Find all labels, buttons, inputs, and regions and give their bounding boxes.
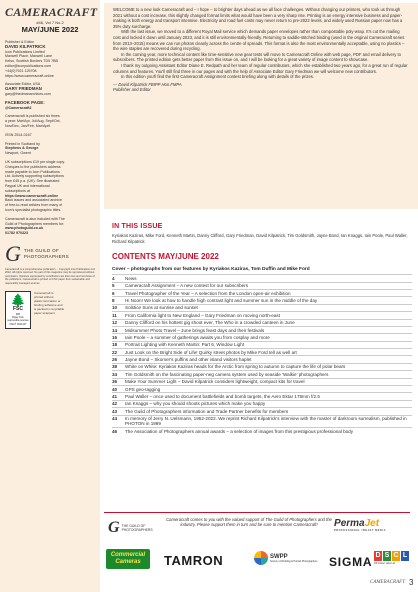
guild-sponsor-logo[interactable]	[108, 519, 153, 537]
swpp-emblem-icon	[254, 551, 268, 565]
editorial-paragraph: In the coming year, more technical content like time-sensitive new gear tests will move to Cameracraft Online with web page, PDF and email delivery to subscribers. The printed edition gets better paper from this issue on, and I will be looking for a great variety of image content to showcase.	[113, 51, 401, 63]
editorial-paragraph: I thank my outgoing Assistant Editor Diane E. Redpath and her team of regular contributors, which she established two years ago, for a great run of regular columns and features. You'll still find three in our pages and with the help of Associate Editor Gary Friedman we will welcome new contributors.	[113, 62, 408, 74]
toc-page: 6	[112, 290, 115, 296]
schedule-line: Cameracraft is published six times	[5, 114, 60, 119]
publisher-phone: +44(0)7921 125708	[5, 68, 37, 73]
legal-disclaimer: Cameracraft is a comprehensive publication ... Copyright Icon Publications Ltd 2022. All rights reserved. No part of this magazine may be reproduced without permission. Opinions expressed by contributors are their own and not those of the publishers. Cameracraft is printed on FSC paper from sustainable and responsibly managed sources.	[5, 267, 95, 285]
toc-entry[interactable]	[112, 385, 412, 392]
toc-page: 34	[112, 371, 118, 377]
permajet-part-b: Jet	[364, 518, 380, 529]
subscriptions-block	[5, 160, 95, 213]
dscl-letter: C	[393, 552, 399, 559]
packaging-note-line: plastic lamination or	[34, 298, 61, 303]
toc-title: Travel Photographer of the Year – A selection from the London open-air exhibition	[125, 290, 291, 296]
toc-page: 14	[112, 327, 118, 333]
dscl-letter: D	[375, 552, 381, 559]
publisher-address-line: Icon Publications Limited	[5, 49, 45, 54]
signature-line: Publisher and Editor	[113, 87, 151, 93]
toc-entry[interactable]	[112, 392, 412, 399]
guild-g-icon: G	[108, 519, 120, 536]
toc-entry[interactable]	[112, 311, 412, 318]
guild-logo-line: PHOTOGRAPHERS	[23, 253, 69, 259]
subs-line: from £45 p.a. (UK). See illustrated	[5, 179, 60, 184]
cameracraft-logo: CAMERACRAFT	[5, 5, 98, 19]
packaging-note-line: paper wrappers	[34, 310, 55, 315]
swpp-logo[interactable]	[254, 551, 318, 565]
toc-entry[interactable]	[112, 355, 412, 362]
facebook-block	[5, 101, 95, 111]
subs-line: made payable to Icon Publications	[5, 169, 60, 174]
fsc-logo	[5, 291, 31, 329]
publisher-block	[5, 40, 95, 78]
toc-entry[interactable]	[112, 407, 412, 414]
schedule-line: Nov/Dec, Jan/Feb, Mar/April	[5, 123, 51, 128]
editorial-paragraph: With the last issue, we moved to a different Royal Mail service which demands paper envelopes rather than compostable poly-wrap. It's cut the mailing cost and locked it down until January 2023, and it is still environmentally-friendly. Returning to saddle-stitched binding (used in the original Cameracraft series from 2013–2015) means we can run photos cleanly across the centre of spreads. This format is also the most environmentally acceptable, using no plastics – the wire staples are recovered during recycling.	[113, 29, 405, 52]
fsc-mix: MIX	[15, 312, 21, 316]
guild-logo-line: THE GUILD OF	[23, 248, 59, 254]
issue-number: #46, Vol 7 No.2	[36, 20, 64, 25]
toc-entry[interactable]	[112, 427, 412, 434]
publisher-address-line: Maxwell Place, Maxwell Lane	[5, 54, 52, 59]
toc-entry[interactable]	[112, 341, 412, 348]
toc-title: Midsummer Photo Travel – June brings feast days and their festivals	[125, 327, 265, 333]
toc-title: Solstice Suns at sunrise and sunset	[125, 305, 198, 311]
sigma-logo[interactable]: SIGMA	[329, 555, 373, 569]
sponsor-message: Cameracraft comes to you with the valued support of The Guild of Photographers and the industry. Please support them in turn and be sure to mention Cameracraft!	[166, 517, 332, 528]
associate-label: Associate Editor, USA	[5, 82, 41, 87]
toc-page: 44	[112, 416, 118, 422]
toc-page: 46	[112, 428, 118, 434]
cover-credit: Cover – photographs from our features by Kyriakos Kaziras, Tom Duffin and Mike Ford	[112, 267, 310, 273]
issue-date: MAY/JUNE 2022	[21, 25, 79, 34]
printer-name: Stephens & George	[5, 146, 39, 151]
associate-name: GARY FRIEDMAN	[5, 86, 42, 92]
toc-entry[interactable]	[112, 370, 412, 377]
toc-entry[interactable]	[112, 296, 412, 303]
guild-phone: 01782 970323	[5, 231, 28, 236]
dscl-letter: S	[384, 552, 390, 559]
toc-title: Make Your Summer Light – David Kilpatrick considers lightweight, compact kits for travel	[125, 379, 305, 385]
toc-title: News	[125, 275, 137, 281]
bundle-line: Guild of Photographers members for:	[5, 221, 65, 226]
toc-title: From California light to New England – Gary Friedman on moving north-east	[125, 312, 280, 318]
bundle-line: Cameracraft is also included with The	[5, 216, 65, 221]
toc-page: 12	[112, 320, 118, 326]
packaging-note-line: Cameracraft is	[34, 290, 54, 295]
toc-entry[interactable]	[112, 282, 412, 289]
toc-page: 4	[112, 275, 115, 281]
guild-of-photographers-logo	[5, 240, 95, 266]
toc-page: 8	[112, 297, 115, 303]
printer-line: Newport, Gwent	[5, 151, 31, 156]
publisher-email[interactable]: editor@iconpublications.com	[5, 63, 51, 68]
ds-colour-labs-logo[interactable]	[374, 551, 409, 561]
associate-editor-block	[5, 82, 95, 96]
toc-title: Paul Waller – once used to document battlefields and bomb targets, the Aero Ektar 178mm f/2.5	[125, 394, 320, 400]
publisher-address-line: Kelso, Scottish Borders TD5 7BB	[5, 59, 58, 64]
toc-entry[interactable]	[112, 319, 412, 326]
toc-entry[interactable]	[112, 326, 412, 333]
signature-line: — David Kilpatrick FBIPP Hon.FMPA	[113, 81, 182, 87]
masthead-sidebar	[0, 0, 100, 592]
swpp-subtitle: Society of Wedding & Portrait Photographers	[270, 559, 318, 563]
packaging-note-line: printed without	[34, 294, 54, 299]
guild-logo-line: THE GUILD OF	[121, 523, 146, 528]
facebook-handle[interactable]: @Cameracraft2	[5, 105, 32, 110]
toc-page: 42	[112, 401, 118, 407]
packaging-note-line: is packed in recyclable	[34, 306, 65, 311]
toc-entry[interactable]	[112, 363, 412, 370]
guild-logo-line: PHOTOGRAPHERS	[121, 528, 153, 532]
packaging-note	[34, 291, 64, 329]
subs-line: Paypal UK and international	[5, 183, 50, 188]
fsc-block	[5, 291, 95, 329]
subs-line: Cheques to the publishers address	[5, 164, 61, 169]
editorial-paragraph: In this edition you'll find the first Cameracraft Assignment contest briefing along with details of the prizes.	[121, 74, 315, 80]
guild-bundle-block	[5, 217, 95, 236]
fsc-paper-note: Paper from responsible sources	[7, 316, 29, 323]
toc-page: 36	[112, 379, 118, 385]
subs-line: subscriptions at	[5, 188, 30, 193]
commercial-logo-line: Commercial	[110, 552, 146, 558]
subs-website[interactable]: https://www.cameracraft.online	[5, 193, 59, 198]
guild-website[interactable]: www.photoguild.co.uk	[5, 226, 44, 231]
toc-page: 18	[112, 342, 118, 348]
toc-page: 5	[112, 283, 115, 289]
toc-page: 10	[112, 305, 118, 311]
editor-signature	[113, 82, 408, 93]
publisher-label: Publisher & Editor	[5, 40, 34, 44]
toc-title: The Guild of Photographers information and Trade Partner benefits for members	[125, 408, 289, 414]
toc-page: 16	[112, 334, 118, 340]
permajet-logo[interactable]	[334, 518, 386, 532]
subs-line: Back issues and associated archive	[5, 198, 62, 203]
toc-page: 22	[112, 349, 118, 355]
associate-email[interactable]: gary@friedmanarchives.com	[5, 91, 51, 96]
dscl-subtitle: DS Colour Labs Ltd	[374, 562, 395, 565]
toc-entry[interactable]	[112, 304, 412, 311]
printer-block	[5, 142, 95, 156]
toc-entry[interactable]	[112, 333, 412, 340]
main-column	[104, 0, 418, 435]
fsc-code: FSC® C011417	[9, 322, 27, 326]
toc-title: Just Look on the Bright Side of Life! Quirky street photos by Mike Ford tell as well art	[125, 349, 297, 355]
toc-title: White on White: Kyriakos Kaziras heads for the Arctic from spring to autumn to capture the life of polar bears	[125, 364, 346, 370]
commercial-logo-line: Cameras	[115, 559, 141, 565]
page-number: 3	[409, 578, 414, 587]
toc-title: Cameracraft Assignment – A new contest for our subscribers	[125, 283, 249, 289]
footer-cameracraft-logo: CAMERACRAFT	[370, 580, 405, 585]
toc-page: 40	[112, 386, 118, 392]
toc-title: Jayne Bond – Skomer's puffins and other island visitors haplet	[125, 357, 252, 363]
toc-entry[interactable]	[112, 415, 412, 428]
tamron-logo[interactable]: TAMRON	[164, 553, 224, 568]
guild-g-icon: G	[5, 240, 21, 266]
toc-title: Iain Poole – a summer of gatherings awaits you from cosplay and more	[125, 334, 270, 340]
dscl-letter: L	[402, 552, 408, 559]
tree-icon: 🌲	[10, 292, 26, 307]
facebook-label: FACEBOOK PAGE:	[5, 99, 45, 105]
permajet-part-a: Perma	[334, 518, 365, 529]
subs-line: Icon's specialist photographic titles.	[5, 207, 62, 212]
in-this-issue-heading: IN THIS ISSUE	[112, 223, 163, 230]
contents-heading: CONTENTS MAY/JUNE 2022	[112, 252, 219, 262]
table-of-contents	[112, 274, 412, 434]
editorial-paragraph: WELCOME to a new look Cameracraft and – I hope – to brighter days ahead as we all face challenges. Without changing our printers, who took us through 2021 without a cost increase, this slightly changed format limits what would have been a very sharp rise. Printing is an energy intensive business and paper-making is both energy and transport intensive. Electricity and road fuel costs may never return to pre-2022 levels, and widely used Russian paper now has a 35% duty surcharge.	[113, 7, 403, 29]
toc-title: Danny Clifford on his hottest gig shoot ever, The Who in a crowded canteen in June	[125, 320, 295, 326]
swpp-label: SWPP	[270, 553, 288, 560]
toc-title: Tim Goldsmith on the fascinating paper-neg camera system used by seaside 'Walkie' photographers	[125, 371, 329, 377]
toc-title: The Association of Photographers annual awards – a selection of images from this prestigious professional body	[125, 428, 354, 434]
toc-title: In memory of Jerry N. Uelsmann, 1952-2022. We reprint Richard Kilpatrick's interview with the master of darkroom surrealism, published in PHOTON in 1999	[125, 416, 407, 427]
editorial-welcome	[104, 3, 418, 209]
toc-entry[interactable]	[112, 274, 412, 281]
toc-title: Hi Noon! We look at how to handle high contrast light and summer sun in the middle of the day	[125, 297, 318, 303]
schedule-block	[5, 114, 95, 128]
schedule-line: a year: Mar/Apr, Jul/Aug, Sept/Oct,	[5, 119, 61, 124]
toc-entry[interactable]	[112, 400, 412, 407]
toc-entry[interactable]	[112, 289, 412, 296]
fsc-label: FSC	[13, 306, 23, 313]
toc-title: Portrait Lighting with Kenneth Martin: Part 6, Window Light	[125, 342, 244, 348]
commercial-cameras-logo[interactable]	[106, 549, 150, 569]
toc-page: 11	[112, 312, 117, 318]
toc-page: 41	[112, 394, 118, 400]
subs-line: Ltd. Actively supporting subscriptions	[5, 174, 64, 179]
contributors-list: Kyriakos Kaziras, Mike Ford, Kenneth Martin, Danny Clifford, Gary Friedman, David Kilpatrick, Tim Goldsmith, Jayne Bond, Ian Knaggs, Iain Poole, Paul Waller, Richard Kilpatrick	[112, 233, 408, 244]
toc-entry[interactable]	[112, 378, 412, 385]
toc-page: 38	[112, 364, 118, 370]
toc-title: Ian Knaggs – why you should shoots pictures which make you happy	[125, 401, 266, 407]
toc-page: 43	[112, 408, 118, 414]
packaging-note-line: binding adhesive and	[34, 302, 63, 307]
permajet-tagline: PROFESSIONAL INKJET MEDIA	[334, 529, 386, 532]
issn: ISSN 2514-0167	[5, 132, 32, 137]
publisher-website[interactable]: https://www.cameracraft.online	[5, 73, 54, 78]
publisher-name: DAVID KILPATRICK	[5, 43, 46, 49]
subs-line: UK subscriptions £19 per single copy.	[5, 159, 65, 164]
toc-page: 26	[112, 357, 118, 363]
sponsor-band	[104, 512, 410, 578]
subs-line: of free-to-read articles from many of	[5, 203, 63, 208]
toc-entry[interactable]	[112, 348, 412, 355]
toc-title: GPS geo-tagging	[125, 386, 161, 392]
printer-line: Printed in Scotland by	[5, 141, 40, 146]
